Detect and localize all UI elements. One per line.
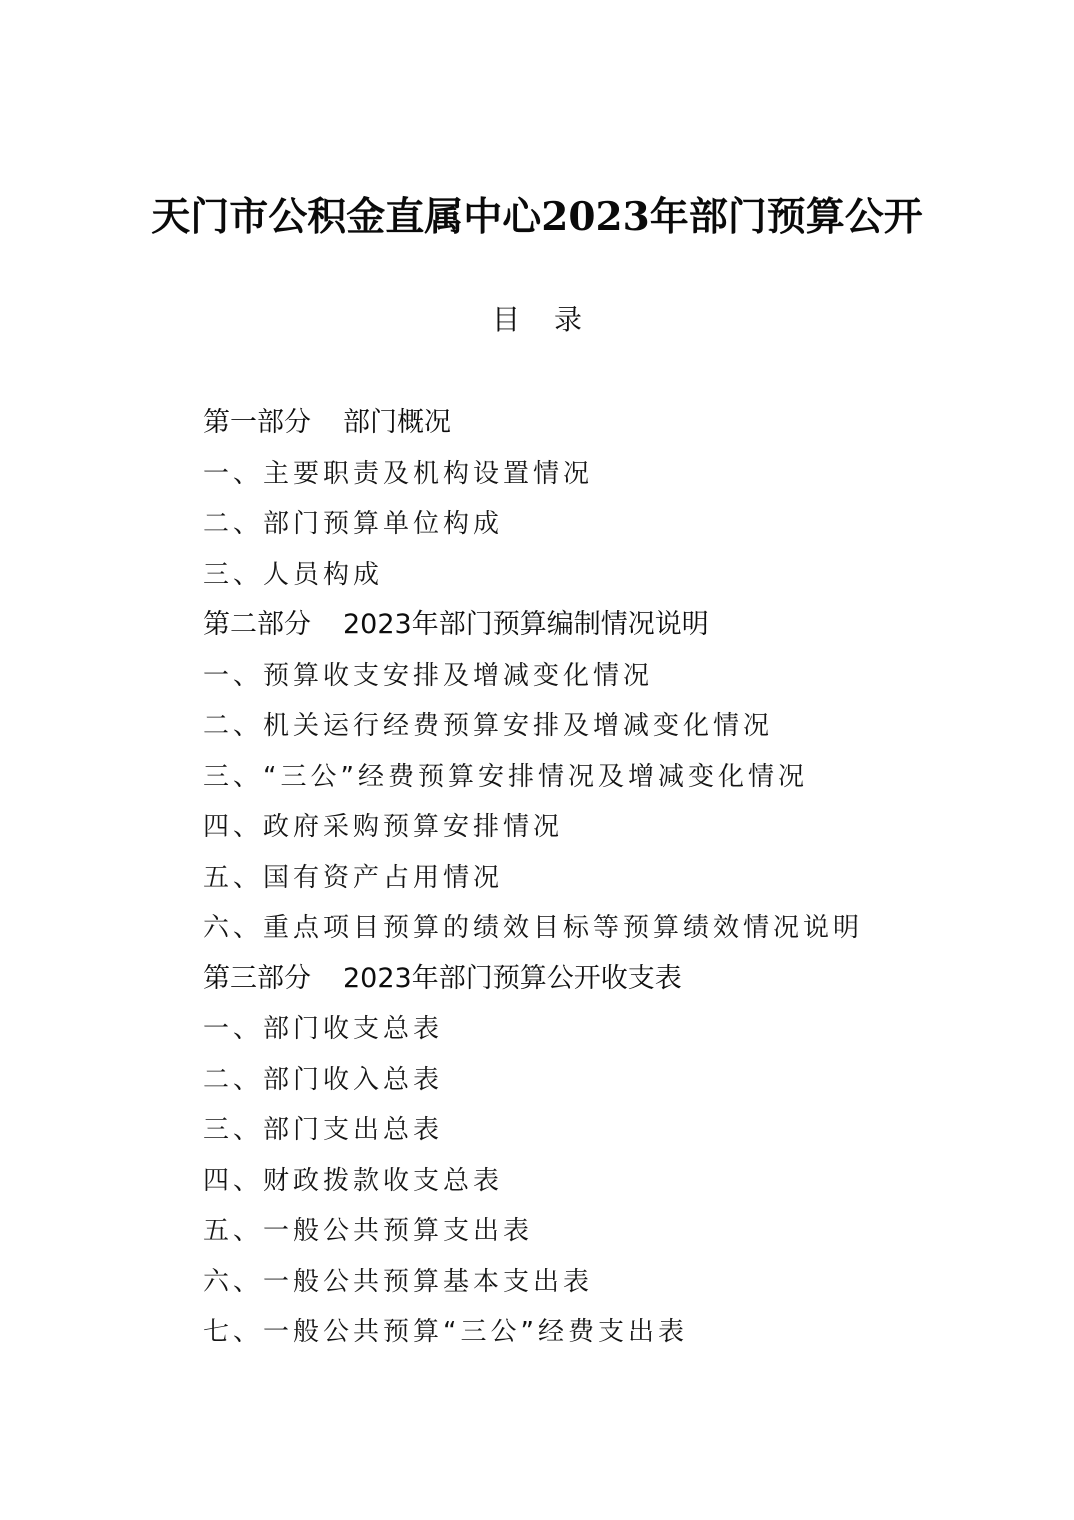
- toc-item: 六、重点项目预算的绩效目标等预算绩效情况说明: [203, 913, 864, 943]
- toc-item: 一、主要职责及机构设置情况: [203, 458, 594, 489]
- toc-part-title: 部门概况: [343, 407, 451, 438]
- toc-item: 一、部门收支总表: [203, 1014, 444, 1044]
- page-title: 天门市公积金直属中心2023年部门预算公开: [151, 194, 923, 240]
- toc-item: 四、财政拨款收支总表: [203, 1165, 504, 1196]
- toc-part-title: 2023年部门预算公开收支表: [343, 962, 682, 994]
- toc-item: 五、国有资产占用情况: [203, 862, 504, 893]
- toc-part-number: 第二部分: [203, 609, 311, 640]
- toc-heading-char-2: 录: [554, 303, 583, 336]
- toc-part-1: [203, 399, 863, 450]
- toc-part-number: 第三部分: [203, 962, 311, 994]
- toc-item: 三、“三公”经费预算安排情况及增减变化情况: [203, 761, 808, 792]
- toc-part-title: 2023年部门预算编制情况说明: [343, 609, 709, 640]
- toc-item: 七、一般公共预算“三公”经费支出表: [203, 1317, 688, 1347]
- toc-item: 三、部门支出总表: [203, 1115, 444, 1145]
- toc-item: 二、部门预算单位构成: [203, 509, 504, 539]
- toc-heading-char-1: 目: [491, 303, 520, 336]
- toc-item: 三、人员构成: [203, 559, 384, 590]
- toc-item: 一、预算收支安排及增减变化情况: [203, 660, 654, 691]
- toc-heading: [0, 300, 1074, 340]
- table-of-contents: [203, 399, 863, 1359]
- toc-item: 四、政府采购预算安排情况: [203, 812, 564, 842]
- toc-part-2: [203, 601, 863, 652]
- toc-part-number: 第一部分: [203, 407, 311, 438]
- toc-part-3: [203, 955, 863, 1006]
- toc-item: 六、一般公共预算基本支出表: [203, 1266, 594, 1297]
- toc-item: 二、机关运行经费预算安排及增减变化情况: [203, 711, 774, 741]
- toc-item: 五、一般公共预算支出表: [203, 1216, 534, 1246]
- toc-item: 二、部门收入总表: [203, 1064, 444, 1095]
